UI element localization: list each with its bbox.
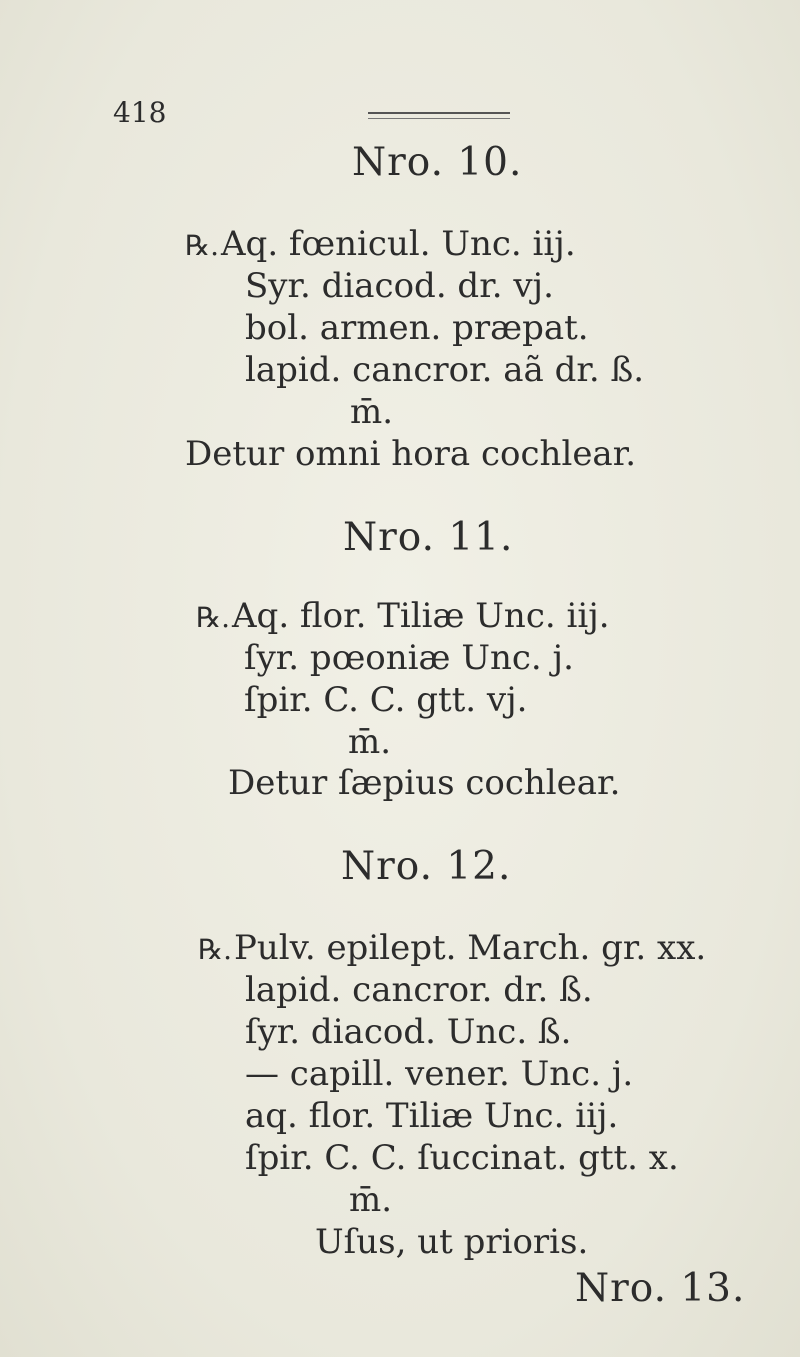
recipe-line: bol. armen. præpat. <box>245 308 589 348</box>
recipe-line: ſyr. pœoniæ Unc. j. <box>244 638 574 678</box>
recipe-line <box>198 928 706 968</box>
recipe-line: aq. flor. Tiliæ Unc. iij. <box>245 1096 619 1136</box>
misce-mark: m̄. <box>348 722 392 762</box>
recipe-line: ſyr. diacod. Unc. ß. <box>245 1012 572 1052</box>
recipe-symbol: ℞. <box>196 601 231 634</box>
catchword: Nro. 13. <box>575 1266 746 1311</box>
recipe-symbol: ℞. <box>185 229 220 262</box>
section-heading-10: Nro. 10. <box>352 140 523 185</box>
recipe-line: lapid. cancror. aã dr. ß. <box>245 350 645 390</box>
directions-text: Detur ſæpius cochlear. <box>228 763 621 803</box>
misce-mark: m̄. <box>350 392 394 432</box>
recipe-line-text: Aq. flor. Tiliæ Unc. iij. <box>232 596 610 636</box>
header-rule <box>368 112 510 119</box>
directions-text: Detur omni hora cochlear. <box>185 434 637 474</box>
directions-text: Uſus, ut prioris. <box>315 1222 589 1262</box>
recipe-line-text: Aq. fœnicul. Unc. iij. <box>221 224 576 264</box>
recipe-line: lapid. cancror. dr. ß. <box>245 970 593 1010</box>
recipe-line: Syr. diacod. dr. vj. <box>245 266 554 306</box>
recipe-symbol: ℞. <box>198 933 233 966</box>
recipe-line: — capill. vener. Unc. j. <box>245 1054 634 1094</box>
recipe-line <box>185 224 576 264</box>
recipe-line: ſpir. C. C. gtt. vj. <box>244 680 528 720</box>
recipe-line: ſpir. C. C. ſuccinat. gtt. x. <box>245 1138 679 1178</box>
section-heading-12: Nro. 12. <box>341 844 512 889</box>
misce-mark: m̄. <box>349 1180 393 1220</box>
page-number: 418 <box>113 96 167 129</box>
recipe-line <box>196 596 610 636</box>
recipe-line-text: Pulv. epilept. March. gr. xx. <box>234 928 707 968</box>
section-heading-11: Nro. 11. <box>343 515 514 560</box>
